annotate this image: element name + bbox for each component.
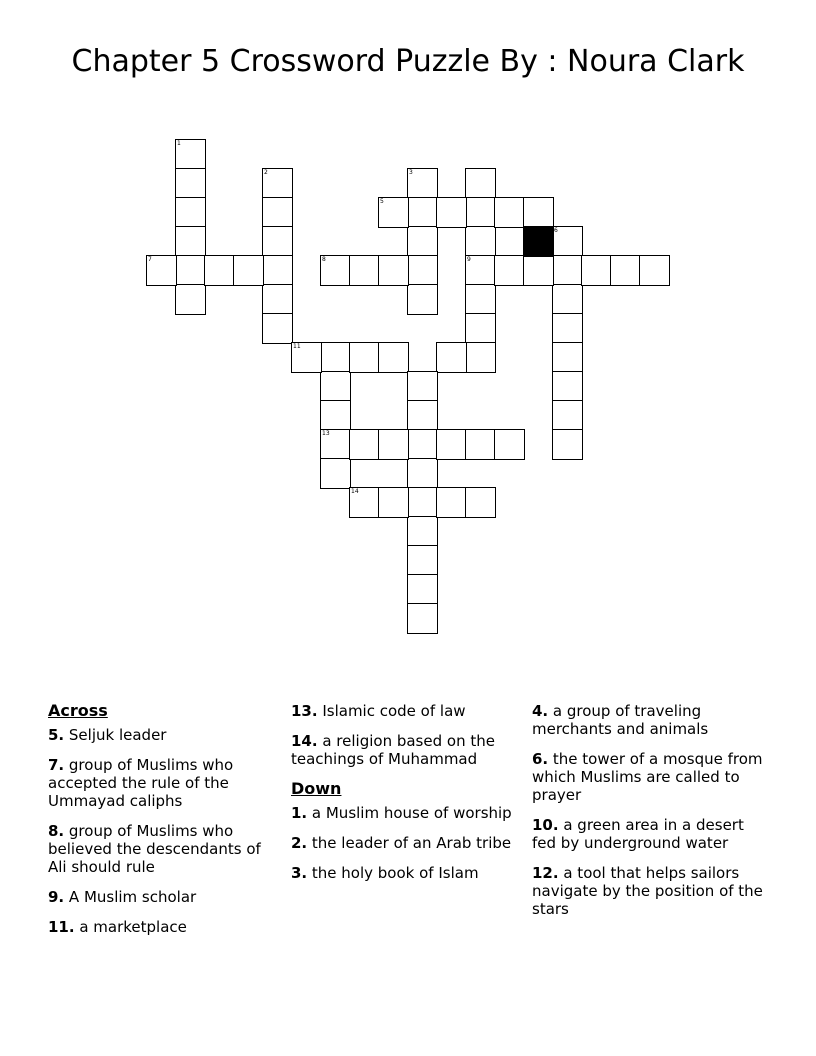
clue-item-text: group of Muslims who believed the descendants of Ali should rule [48, 822, 261, 876]
clue-item [48, 756, 280, 810]
grid-cell[interactable] [639, 255, 670, 286]
grid-cell[interactable] [465, 342, 496, 373]
clue-item-number: 11. [48, 918, 75, 936]
grid-cell[interactable] [552, 400, 583, 431]
clue-number: 6 [554, 227, 558, 234]
clue-item-number: 3. [291, 864, 308, 882]
clue-item [532, 864, 768, 918]
grid-cell[interactable] [146, 255, 177, 286]
grid-cell[interactable] [349, 429, 380, 460]
clue-item [48, 726, 280, 744]
grid-cell[interactable] [407, 487, 438, 518]
grid-cell[interactable] [204, 255, 235, 286]
across-clue-list [48, 726, 280, 936]
grid-cell[interactable] [262, 197, 293, 228]
clues-column-2 [291, 702, 517, 894]
clue-number: 14 [351, 488, 359, 495]
grid-cell[interactable] [552, 342, 583, 373]
grid-cell[interactable] [436, 342, 467, 373]
clue-number: 8 [322, 256, 326, 263]
grid-cell[interactable] [378, 255, 409, 286]
down-clue-list [291, 804, 517, 882]
clue-number: 11 [293, 343, 301, 350]
grid-cell[interactable] [349, 487, 380, 518]
grid-cell[interactable] [262, 284, 293, 315]
grid-cell[interactable] [494, 255, 525, 286]
clue-number: 7 [148, 256, 152, 263]
grid-cell[interactable] [378, 197, 409, 228]
grid-cell[interactable] [494, 197, 525, 228]
grid-cell[interactable] [320, 342, 351, 373]
grid-cell[interactable] [262, 226, 293, 257]
grid-cell[interactable] [465, 313, 496, 344]
clue-item-number: 4. [532, 702, 549, 720]
clue-number: 3 [409, 169, 413, 176]
grid-cell[interactable] [436, 487, 467, 518]
grid-cell[interactable] [407, 516, 438, 547]
grid-cell[interactable] [175, 255, 206, 286]
grid-cell[interactable] [262, 255, 293, 286]
grid-cell[interactable] [262, 168, 293, 199]
clue-number: 1 [177, 140, 181, 147]
grid-cell[interactable] [552, 255, 583, 286]
grid-cell[interactable] [465, 255, 496, 286]
grid-cell[interactable] [407, 603, 438, 634]
grid-cell[interactable] [378, 429, 409, 460]
grid-cell[interactable] [175, 139, 206, 170]
grid-cell[interactable] [465, 197, 496, 228]
grid-cell[interactable] [320, 255, 351, 286]
clue-item [291, 864, 517, 882]
grid-cell[interactable] [407, 197, 438, 228]
clue-item [48, 888, 280, 906]
clue-item-text: a Muslim house of worship [307, 804, 512, 822]
grid-cell[interactable] [552, 284, 583, 315]
clues-column-3 [532, 702, 768, 930]
clue-item-text: the holy book of Islam [307, 864, 479, 882]
grid-cell[interactable] [233, 255, 264, 286]
grid-cell[interactable] [262, 313, 293, 344]
grid-cell[interactable] [175, 197, 206, 228]
clue-item [291, 702, 517, 720]
clue-item [532, 702, 768, 738]
grid-cell[interactable] [291, 342, 322, 373]
grid-cell[interactable] [523, 255, 554, 286]
grid-cell[interactable] [581, 255, 612, 286]
down-clue-list-continued [532, 702, 768, 918]
grid-cell[interactable] [320, 429, 351, 460]
grid-cell[interactable] [552, 313, 583, 344]
clue-item-text: group of Muslims who accepted the rule of the Ummayad caliphs [48, 756, 234, 810]
grid-cell[interactable] [378, 342, 409, 373]
grid-cell[interactable] [436, 197, 467, 228]
grid-cell[interactable] [407, 429, 438, 460]
grid-cell[interactable] [436, 429, 467, 460]
clue-item-number: 12. [532, 864, 559, 882]
clue-item [291, 732, 517, 768]
clue-item-number: 10. [532, 816, 559, 834]
grid-cell[interactable] [465, 168, 496, 199]
clue-item-number: 6. [532, 750, 549, 768]
clue-item-number: 5. [48, 726, 65, 744]
grid-cell[interactable] [407, 574, 438, 605]
grid-cell[interactable] [320, 371, 351, 402]
clue-item-number: 9. [48, 888, 65, 906]
clue-item-text: Islamic code of law [317, 702, 466, 720]
grid-cell[interactable] [407, 400, 438, 431]
page-title: Chapter 5 Crossword Puzzle By : Noura Clark [71, 44, 745, 79]
clue-item [291, 804, 517, 822]
clue-item [532, 750, 768, 804]
grid-cell[interactable] [349, 255, 380, 286]
clue-number: 5 [380, 198, 384, 205]
grid-cell[interactable] [465, 284, 496, 315]
clue-item [48, 822, 280, 876]
grid-cell[interactable] [610, 255, 641, 286]
grid-cell[interactable] [407, 371, 438, 402]
clue-item [532, 816, 768, 852]
grid-cell[interactable] [175, 168, 206, 199]
grid-cell[interactable] [407, 284, 438, 315]
grid-cell[interactable] [407, 545, 438, 576]
grid-cell[interactable] [407, 168, 438, 199]
grid-cell[interactable] [407, 226, 438, 257]
grid-cell[interactable] [407, 458, 438, 489]
grid-cell[interactable] [378, 487, 409, 518]
clue-item-text: the leader of an Arab tribe [307, 834, 512, 852]
across-clue-list-continued [291, 702, 517, 768]
clue-item-number: 14. [291, 732, 318, 750]
grid-cell[interactable] [320, 400, 351, 431]
clue-number: 2 [264, 169, 268, 176]
clue-item-text: Seljuk leader [64, 726, 167, 744]
grid-cell[interactable] [552, 226, 583, 257]
clue-item-number: 13. [291, 702, 318, 720]
grid-cell[interactable] [552, 429, 583, 460]
clue-item-text: a marketplace [74, 918, 187, 936]
grid-cell[interactable] [494, 429, 525, 460]
clue-item-text: a group of traveling merchants and animals [532, 702, 709, 738]
grid-cell[interactable] [552, 371, 583, 402]
clue-item-number: 7. [48, 756, 65, 774]
grid-cell[interactable] [175, 284, 206, 315]
clue-item-number: 2. [291, 834, 308, 852]
grid-cell[interactable] [465, 429, 496, 460]
grid-cell[interactable] [175, 226, 206, 257]
grid-cell[interactable] [320, 458, 351, 489]
clue-item [48, 918, 280, 936]
clue-number: 9 [467, 256, 471, 263]
down-heading: Down [291, 779, 342, 798]
grid-cell[interactable] [349, 342, 380, 373]
clues-column-1 [48, 702, 280, 948]
grid-block-cell [523, 226, 554, 257]
grid-cell[interactable] [407, 255, 438, 286]
clue-item-text: a tool that helps sailors navigate by the position of the stars [532, 864, 763, 918]
clue-number: 13 [322, 430, 330, 437]
clue-item-text: the tower of a mosque from which Muslims are called to prayer [532, 750, 763, 804]
clue-item [291, 834, 517, 852]
clue-item-text: a green area in a desert fed by underground water [532, 816, 744, 852]
clue-item-number: 1. [291, 804, 308, 822]
grid-cell[interactable] [465, 487, 496, 518]
grid-cell[interactable] [523, 197, 554, 228]
clue-item-text: A Muslim scholar [64, 888, 197, 906]
grid-cell[interactable] [465, 226, 496, 257]
clue-item-text: a religion based on the teachings of Muhammad [291, 732, 495, 768]
across-heading: Across [48, 701, 108, 720]
clue-item-number: 8. [48, 822, 65, 840]
